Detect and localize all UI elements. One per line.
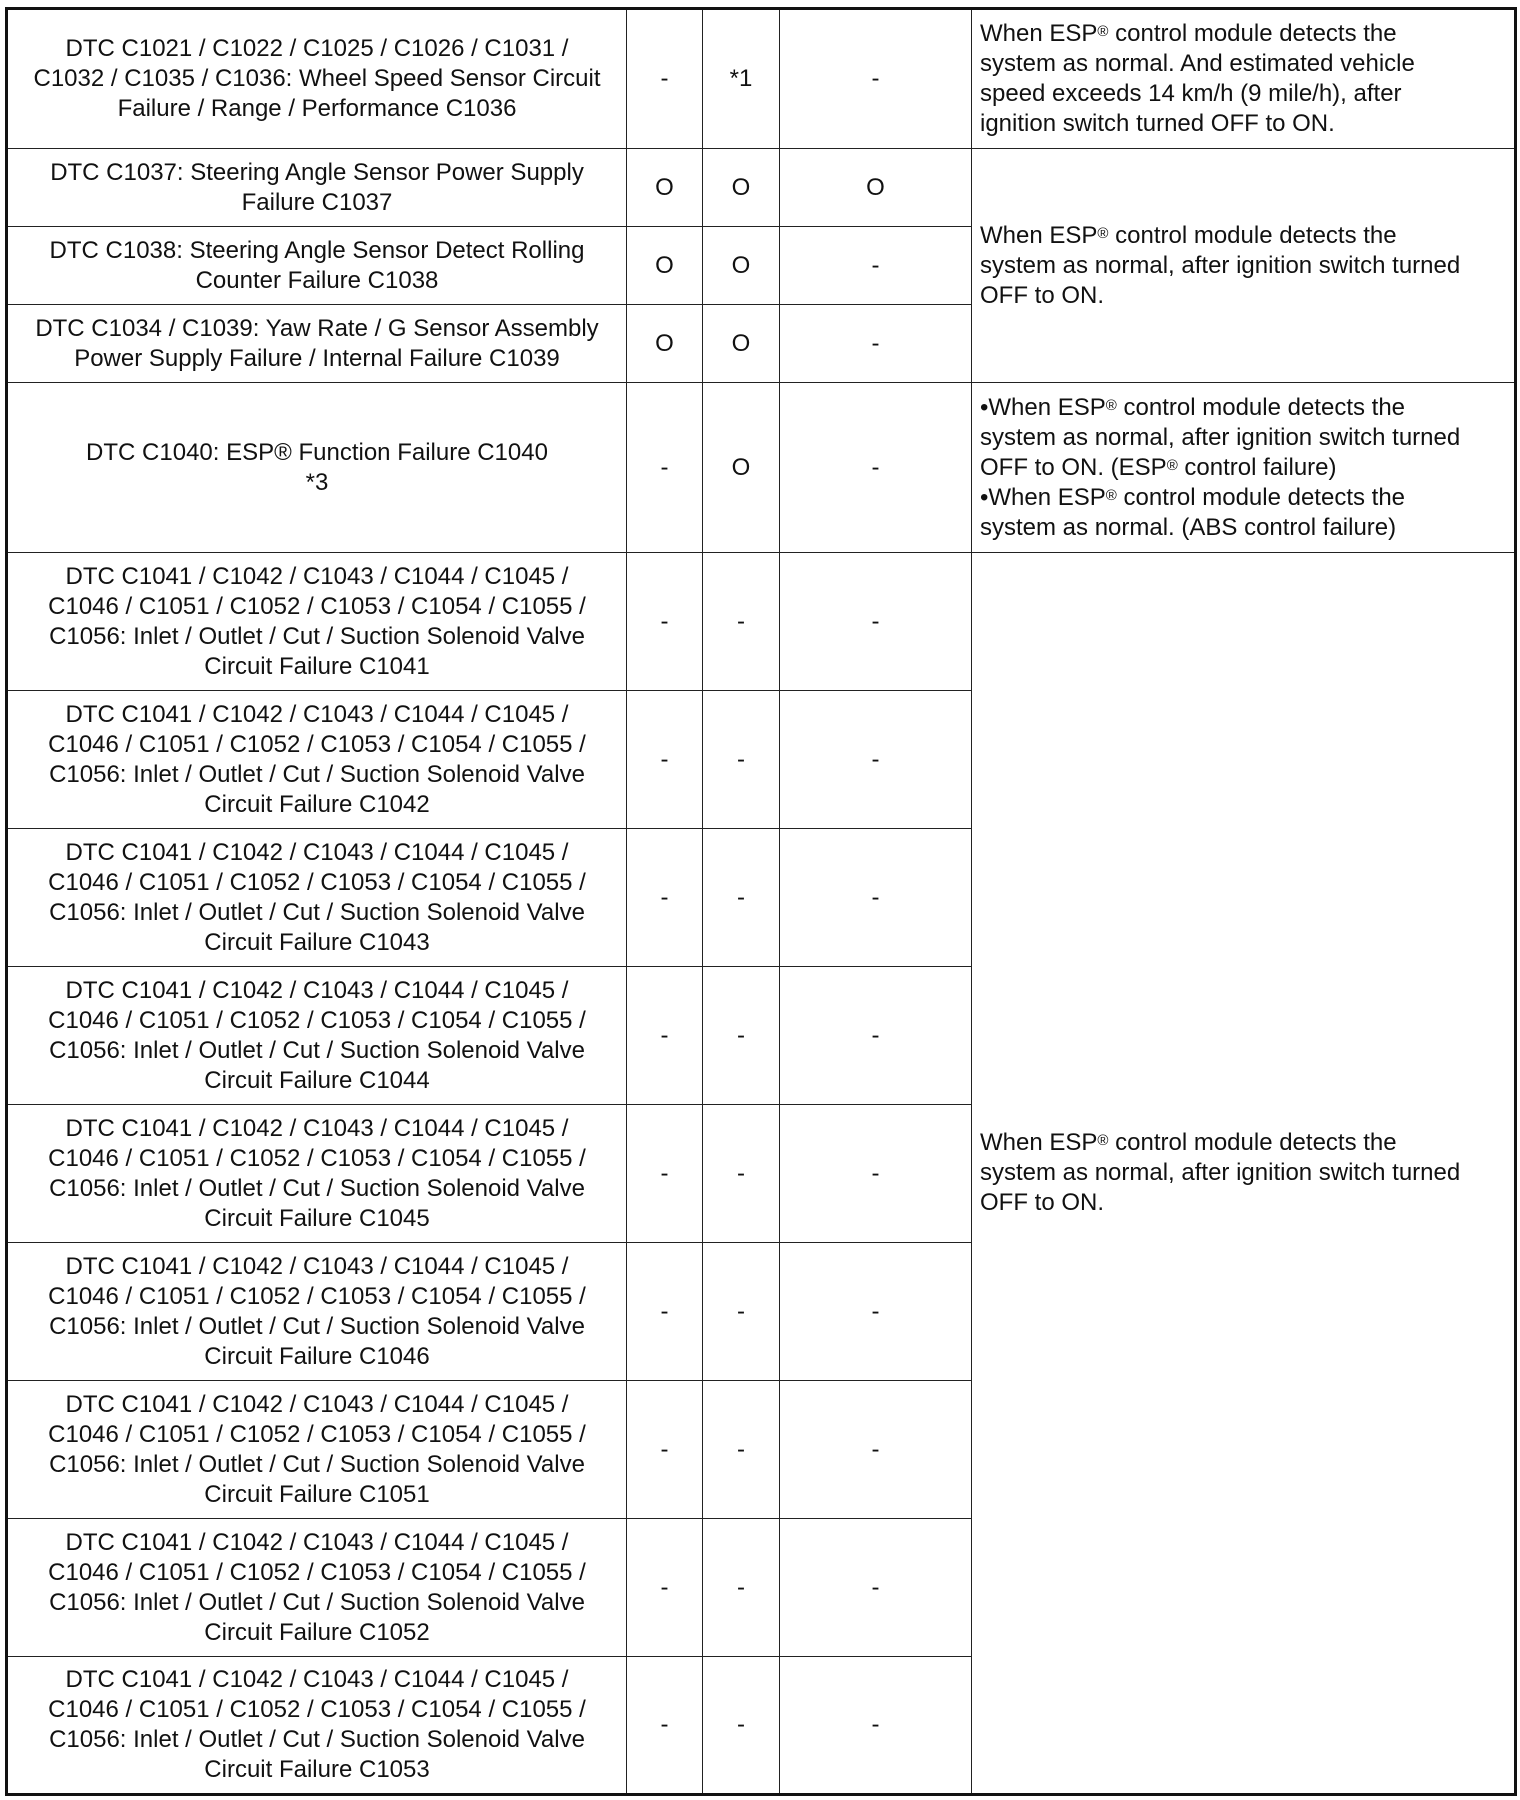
mark-cell-3: - [780,1381,972,1519]
mark-cell-2: - [703,1105,780,1243]
mark-cell-3: - [780,1243,972,1381]
table-row [7,9,1516,149]
dtc-description: DTC C1034 / C1039: Yaw Rate / G Sensor Assembly Power Supply Failure / Internal Failure C1039 [7,305,627,383]
table-row [7,383,1516,553]
mark-cell-1: - [627,1519,703,1657]
mark-cell-1: - [627,1243,703,1381]
dtc-description: DTC C1041 / C1042 / C1043 / C1044 / C1045 / C1046 / C1051 / C1052 / C1053 / C1054 / C1055 / C1056: Inlet / Outlet / Cut / Suction Solenoid Valve Circuit Failure C1043 [7,829,627,967]
mark-cell-3: - [780,691,972,829]
mark-cell-2: - [703,829,780,967]
dtc-description: DTC C1041 / C1042 / C1043 / C1044 / C1045 / C1046 / C1051 / C1052 / C1053 / C1054 / C1055 / C1056: Inlet / Outlet / Cut / Suction Solenoid Valve Circuit Failure C1044 [7,967,627,1105]
mark-cell-2: O [703,305,780,383]
mark-cell-3: O [780,149,972,227]
dtc-description: DTC C1041 / C1042 / C1043 / C1044 / C1045 / C1046 / C1051 / C1052 / C1053 / C1054 / C1055 / C1056: Inlet / Outlet / Cut / Suction Solenoid Valve Circuit Failure C1041 [7,553,627,691]
dtc-description: DTC C1040: ESP® Function Failure C1040 *3 [7,383,627,553]
mark-cell-2: - [703,967,780,1105]
condition-cell: When ESP® control module detects the system as normal. And estimated vehicle speed exceeds 14 km/h (9 mile/h), after ignition switch turned OFF to ON. [972,9,1516,149]
mark-cell-3: - [780,553,972,691]
dtc-description: DTC C1041 / C1042 / C1043 / C1044 / C1045 / C1046 / C1051 / C1052 / C1053 / C1054 / C1055 / C1056: Inlet / Outlet / Cut / Suction Solenoid Valve Circuit Failure C1042 [7,691,627,829]
mark-cell-1: O [627,305,703,383]
dtc-description: DTC C1041 / C1042 / C1043 / C1044 / C1045 / C1046 / C1051 / C1052 / C1053 / C1054 / C1055 / C1056: Inlet / Outlet / Cut / Suction Solenoid Valve Circuit Failure C1052 [7,1519,627,1657]
dtc-description: DTC C1041 / C1042 / C1043 / C1044 / C1045 / C1046 / C1051 / C1052 / C1053 / C1054 / C1055 / C1056: Inlet / Outlet / Cut / Suction Solenoid Valve Circuit Failure C1051 [7,1381,627,1519]
mark-cell-3: - [780,9,972,149]
dtc-description: DTC C1037: Steering Angle Sensor Power Supply Failure C1037 [7,149,627,227]
dtc-description: DTC C1038: Steering Angle Sensor Detect Rolling Counter Failure C1038 [7,227,627,305]
mark-cell-1: - [627,829,703,967]
mark-cell-2: - [703,691,780,829]
mark-cell-3: - [780,829,972,967]
table-row [7,553,1516,691]
condition-cell: •When ESP® control module detects the system as normal, after ignition switch turned OFF to ON. (ESP® control failure) •When ESP® control module detects the system as normal. (ABS control failure) [972,383,1516,553]
mark-cell-2: *1 [703,9,780,149]
dtc-description: DTC C1021 / C1022 / C1025 / C1026 / C1031 / C1032 / C1035 / C1036: Wheel Speed Sensor Circuit Failure / Range / Performance C1036 [7,9,627,149]
mark-cell-2: - [703,1381,780,1519]
mark-cell-1: - [627,383,703,553]
dtc-description: DTC C1041 / C1042 / C1043 / C1044 / C1045 / C1046 / C1051 / C1052 / C1053 / C1054 / C1055 / C1056: Inlet / Outlet / Cut / Suction Solenoid Valve Circuit Failure C1053 [7,1657,627,1795]
mark-cell-3: - [780,967,972,1105]
mark-cell-2: O [703,149,780,227]
dtc-description: DTC C1041 / C1042 / C1043 / C1044 / C1045 / C1046 / C1051 / C1052 / C1053 / C1054 / C1055 / C1056: Inlet / Outlet / Cut / Suction Solenoid Valve Circuit Failure C1045 [7,1105,627,1243]
table-row [7,149,1516,227]
mark-cell-1: - [627,967,703,1105]
mark-cell-2: O [703,227,780,305]
mark-cell-1: O [627,149,703,227]
condition-cell: When ESP® control module detects the system as normal, after ignition switch turned OFF to ON. [972,149,1516,383]
mark-cell-3: - [780,227,972,305]
mark-cell-2: - [703,1243,780,1381]
dtc-table [5,7,1517,1796]
mark-cell-1: - [627,1657,703,1795]
mark-cell-2: - [703,1657,780,1795]
mark-cell-3: - [780,383,972,553]
mark-cell-3: - [780,1105,972,1243]
dtc-description: DTC C1041 / C1042 / C1043 / C1044 / C1045 / C1046 / C1051 / C1052 / C1053 / C1054 / C1055 / C1056: Inlet / Outlet / Cut / Suction Solenoid Valve Circuit Failure C1046 [7,1243,627,1381]
mark-cell-2: O [703,383,780,553]
mark-cell-1: - [627,553,703,691]
mark-cell-1: - [627,1381,703,1519]
mark-cell-1: - [627,9,703,149]
mark-cell-3: - [780,1519,972,1657]
mark-cell-3: - [780,1657,972,1795]
mark-cell-2: - [703,553,780,691]
condition-cell: When ESP® control module detects the system as normal, after ignition switch turned OFF to ON. [972,553,1516,1795]
mark-cell-2: - [703,1519,780,1657]
mark-cell-1: - [627,1105,703,1243]
mark-cell-1: - [627,691,703,829]
mark-cell-3: - [780,305,972,383]
mark-cell-1: O [627,227,703,305]
